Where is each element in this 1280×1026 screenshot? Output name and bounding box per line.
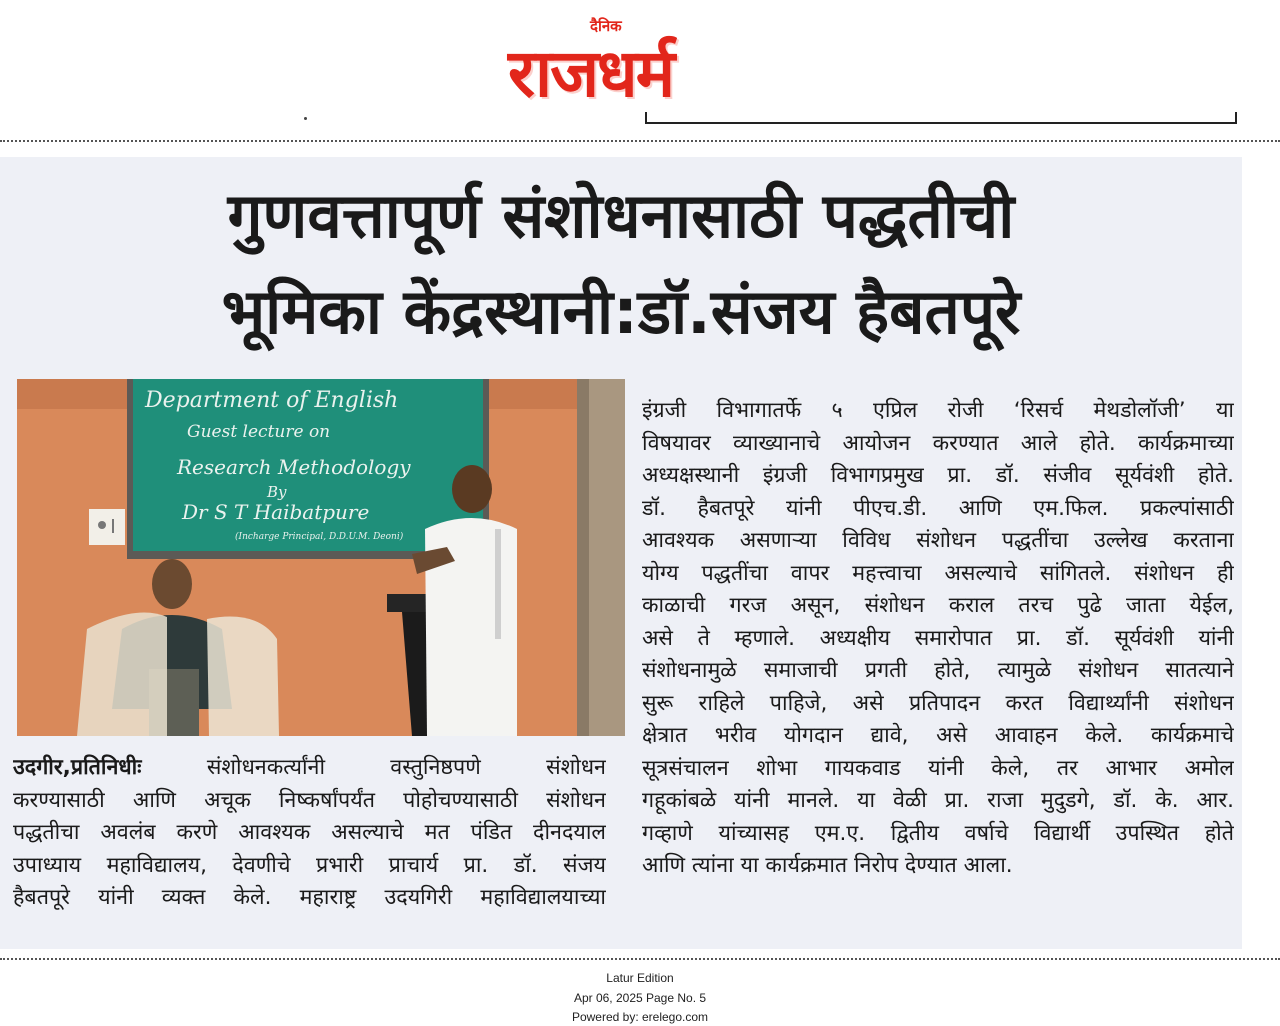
article-line: असे ते म्हणाले. अध्यक्षीय समारोपात प्रा. डॉ. सूर्यवंशी यांनी — [642, 625, 1234, 651]
headline-line-1: गुणवत्तापूर्ण संशोधनासाठी पद्धतीची — [227, 179, 1015, 252]
article-line: काळाची गरज असून, संशोधन कराल तरच पुढे जाता येईल, — [642, 593, 1234, 618]
article-line: गहूकांबळे यांनी मानले. या वेळी प्रा. राजा मुदुडगे, डॉ. के. आर. — [642, 788, 1234, 813]
footer-date-page: Apr 06, 2025 Page No. 5 — [573, 991, 707, 1005]
bottom-divider — [0, 958, 1280, 960]
headline-line-2: भूमिका केंद्रस्थानी:डॉ.संजय हैबतपूरे — [221, 275, 1021, 348]
board-line-3: Research Methodology — [177, 455, 411, 479]
article-line: विषयावर व्याख्यानाचे आयोजन करण्यात आले होते. कार्यक्रमाच्या — [642, 430, 1234, 456]
masthead — [0, 0, 1280, 150]
article-first-line — [13, 752, 606, 785]
article-line: सूत्रसंचालन शोभा गायकवाड यांनी केले, तर आभार अमोल — [642, 755, 1234, 781]
article-line: संशोधनामुळे समाजाची प्रगती होते, त्यामुळे संशोधन सातत्याने — [642, 658, 1234, 683]
board-line-5: Dr S T Haibatpure — [182, 500, 370, 524]
article-line: करण्यासाठी आणि अचूक निष्कर्षांपर्यंत पोहोचण्यासाठी संशोधन — [13, 787, 606, 813]
article-line: आवश्यक असणाऱ्या विविध संशोधन पद्धतींचा उल्लेख करताना — [642, 528, 1234, 553]
article-line: पद्धतीचा अवलंब करणे आवश्यक असल्याचे मत पंडित दीनदयाल — [13, 820, 606, 845]
article-right-column — [642, 395, 1234, 883]
article-line: इंग्रजी विभागातर्फे ५ एप्रिल रोजी ‘रिसर्च मेथडोलॉजी’ या — [642, 398, 1234, 423]
article-line: अध्यक्षस्थानी इंग्रजी विभागप्रमुख प्रा. डॉ. संजीव सूर्यवंशी होते. — [642, 463, 1234, 488]
top-divider — [0, 140, 1280, 142]
article-line: डॉ. हैबतपूरे यांनी पीएच.डी. आणि एम.फिल. प्रकल्पांसाठी — [642, 495, 1234, 521]
article-photo — [17, 379, 625, 736]
lecture-photo-illustration — [17, 379, 625, 736]
footer-powered-by[interactable]: Powered by: erelego.com — [571, 1010, 709, 1024]
article-line: क्षेत्रात भरीव योगदान द्यावे, असे आवाहन केले. कार्यक्रमाचे — [642, 723, 1234, 748]
board-line-4: By — [267, 483, 287, 501]
dateline: उदगीर,प्रतिनिधीः — [13, 755, 142, 780]
article-line: योग्य पद्धतींचा वापर महत्त्वाचा असल्याचे सांगितले. संशोधन ही — [642, 560, 1234, 586]
masthead-logo: राजधर्म — [508, 35, 674, 112]
article-line: उपाध्याय महाविद्यालय, देवणीचे प्रभारी प्राचार्य प्रा. डॉ. संजय — [13, 852, 606, 878]
masthead-prefix: दैनिक — [590, 17, 622, 35]
article-line: संशोधनकर्त्यांनी वस्तुनिष्ठपणे संशोधन — [206, 755, 606, 780]
article-line: गव्हाणे यांच्यासह एम.ए. द्वितीय वर्षाचे विद्यार्थी उपस्थित होते — [642, 820, 1234, 846]
article-left-column — [13, 752, 606, 915]
board-line-6: (Incharge Principal, D.D.U.M. Deoni) — [235, 532, 404, 542]
masthead-dot — [304, 117, 307, 120]
article-line: हैबतपूरे यांनी व्यक्त केले. महाराष्ट्र उदयगिरी महाविद्यालयाच्या — [13, 885, 606, 910]
masthead-bracket-line — [645, 112, 1237, 124]
article-line: सुरू राहिले पाहिजे, असे प्रतिपादन करत विद्यार्थ्यांनी संशोधन — [642, 690, 1234, 716]
footer-edition: Latur Edition — [606, 971, 674, 985]
article-line-last: आणि त्यांना या कार्यक्रमात निरोप देण्यात आला. — [642, 853, 1013, 878]
board-line-2: Guest lecture on — [187, 422, 331, 442]
board-line-1: Department of English — [145, 388, 399, 413]
